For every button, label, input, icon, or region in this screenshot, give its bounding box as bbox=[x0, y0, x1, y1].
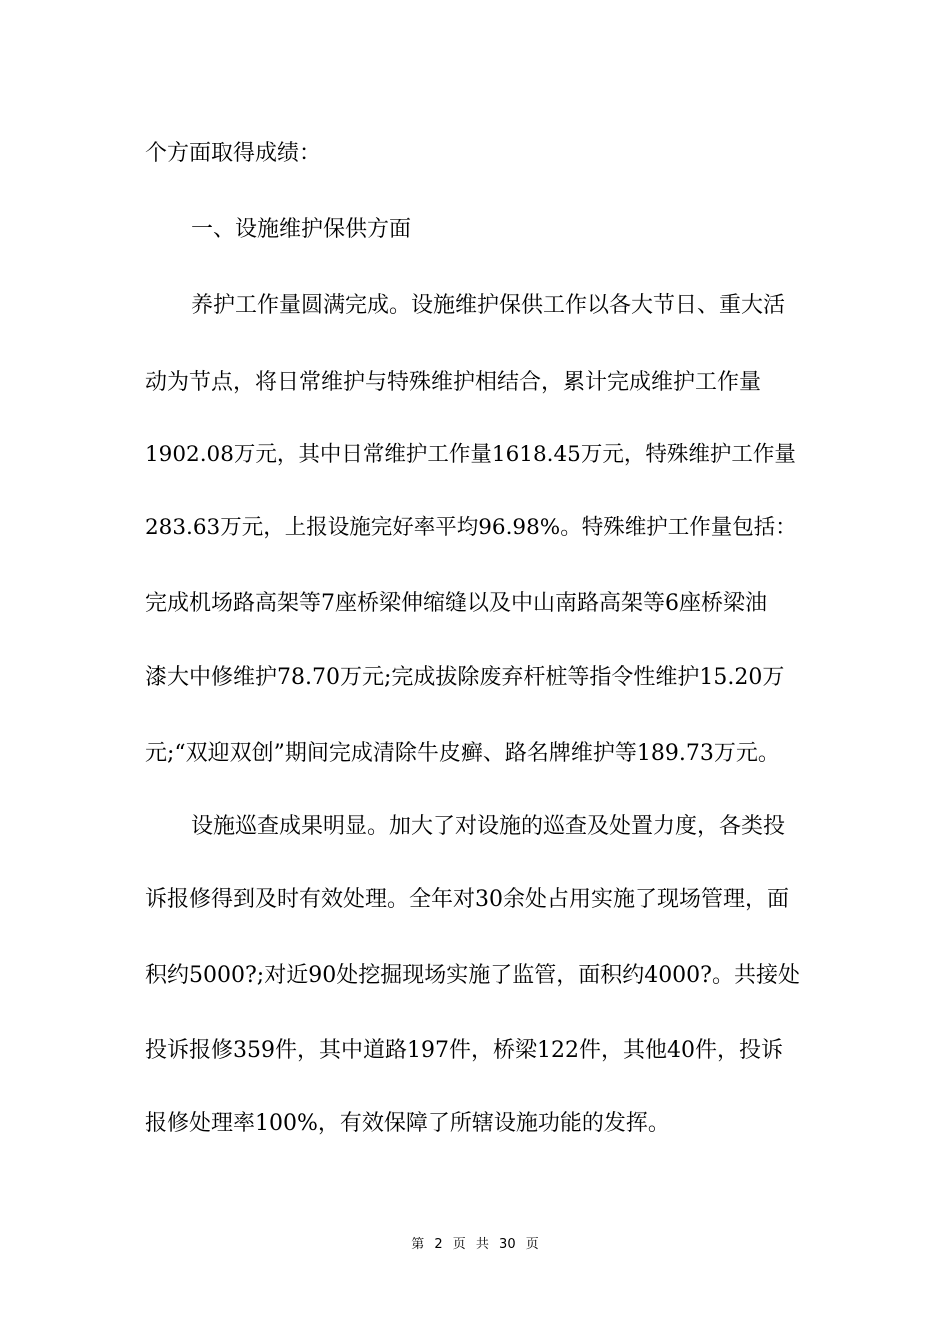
text-line-3: 养护工作量圆满完成。设施维护保供工作以各大节日、重大活 bbox=[191, 293, 786, 318]
text-line-6: 283.63万元，上报设施完好率平均96.98%。特殊维护工作量包括： bbox=[145, 515, 797, 540]
text-line-14: 报修处理率100%，有效保障了所辖设施功能的发挥。 bbox=[145, 1111, 670, 1136]
section-heading: 一、设施维护保供方面 bbox=[191, 217, 412, 242]
text-line-9: 元;“双迎双创”期间完成清除牛皮癣、路名牌维护等189.73万元。 bbox=[145, 741, 780, 766]
text-line-1: 个方面取得成绩： bbox=[145, 141, 322, 166]
page-number-footer: 第 2 页 共 30 页 bbox=[411, 1237, 539, 1252]
text-line-8: 漆大中修维护78.70万元;完成拔除废弃杆桩等指令性维护15.20万 bbox=[145, 665, 785, 690]
text-line-5: 1902.08万元，其中日常维护工作量1618.45万元，特殊维护工作量 bbox=[145, 442, 796, 467]
text-line-7: 完成机场路高架等7座桥梁伸缩缝以及中山南路高架等6座桥梁油 bbox=[145, 591, 767, 616]
text-line-10: 设施巡查成果明显。加大了对设施的巡查及处置力度，各类投 bbox=[191, 814, 786, 839]
text-line-12: 积约5000?;对近90处挖掘现场实施了监管，面积约4000?。共接处 bbox=[145, 963, 800, 988]
text-line-4: 动为节点，将日常维护与特殊维护相结合，累计完成维护工作量 bbox=[145, 370, 762, 395]
text-line-11: 诉报修得到及时有效处理。全年对30余处占用实施了现场管理，面 bbox=[145, 887, 789, 912]
text-line-13: 投诉报修359件，其中道路197件，桥梁122件，其他40件，投诉 bbox=[145, 1038, 783, 1063]
